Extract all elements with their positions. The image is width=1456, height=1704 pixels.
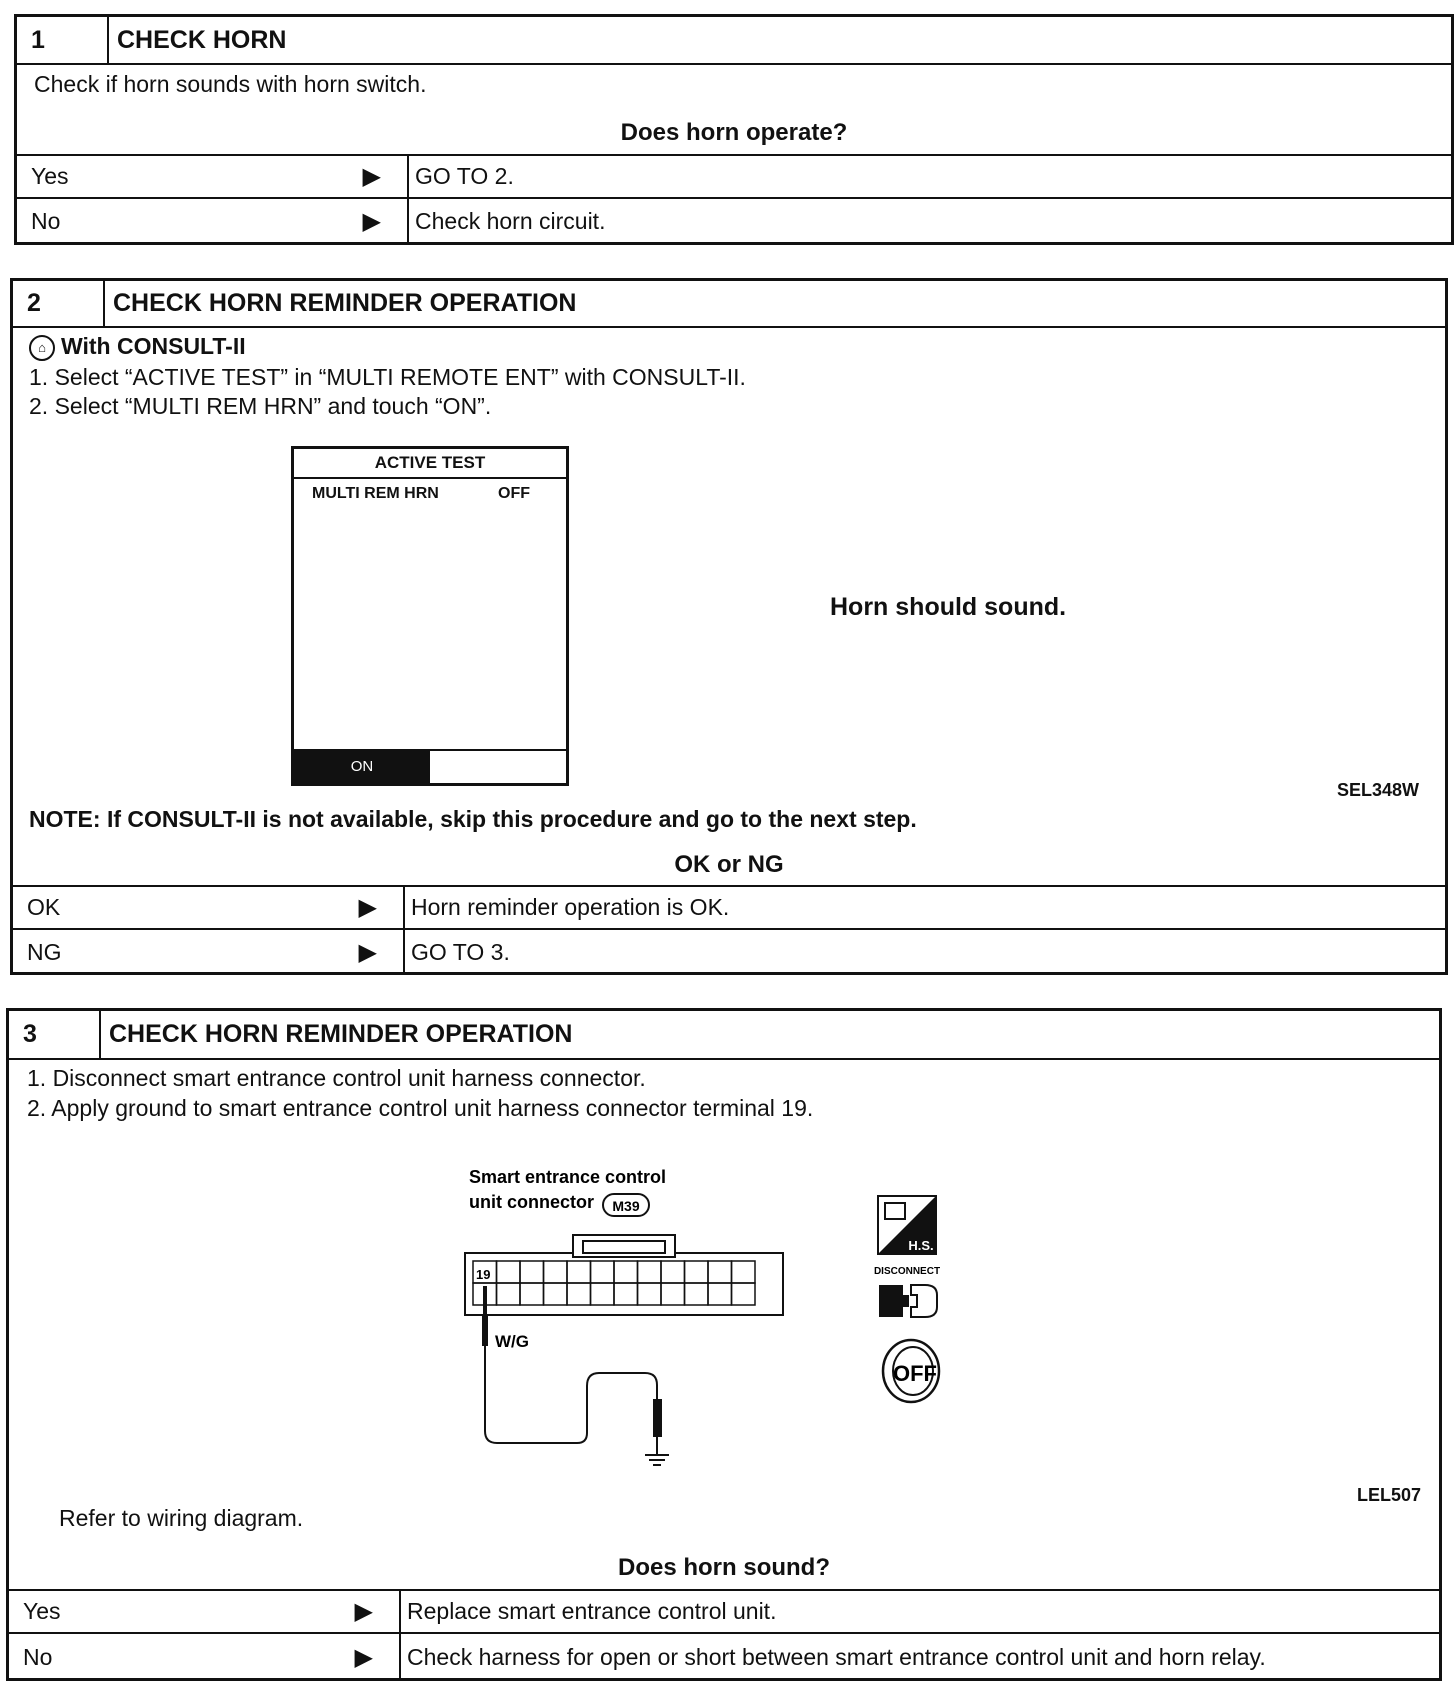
- procedure-step-1: 1. Disconnect smart entrance control unit harness connector.: [27, 1065, 646, 1091]
- connector-id: M39: [612, 1198, 640, 1214]
- answer-result: Horn reminder operation is OK.: [411, 894, 730, 920]
- arrow-icon: ▶: [354, 1598, 373, 1625]
- disconnect-icon: [867, 1263, 947, 1325]
- step-number: 3: [9, 1011, 101, 1058]
- screen-value: OFF: [498, 485, 530, 502]
- screen-item: MULTI REM HRN: [312, 485, 439, 502]
- with-consult: ⌂ With CONSULT-II: [29, 333, 246, 361]
- arrow-icon: ▶: [354, 1643, 373, 1671]
- terminal-number: 19: [476, 1267, 491, 1282]
- step-instruction: Check if horn sounds with horn switch.: [34, 71, 427, 97]
- answer-result: Check harness for open or short between smart entrance control unit and horn relay.: [407, 1643, 1266, 1670]
- step-question: OK or NG: [674, 851, 784, 878]
- icon-off-label: OFF: [893, 1361, 937, 1386]
- step-2-header: [13, 281, 1445, 328]
- answer-result: Check horn circuit.: [415, 208, 606, 234]
- answer-result: Replace smart entrance control unit.: [407, 1598, 777, 1624]
- note: NOTE: If CONSULT-II is not available, skip this procedure and go to the next step.: [29, 806, 917, 832]
- connector-label-line-1: Smart entrance control: [469, 1167, 667, 1187]
- step-question: Does horn operate?: [620, 119, 848, 146]
- procedure-step-2: 2. Select “MULTI REM HRN” and touch “ON”.: [29, 393, 492, 419]
- ignition-off-icon: [879, 1337, 943, 1405]
- screen-on-button[interactable]: ON: [294, 751, 430, 783]
- step-title: CHECK HORN REMINDER OPERATION: [109, 1020, 573, 1048]
- harness-side-icon: [877, 1195, 937, 1255]
- step-3-box: [6, 1008, 1442, 1681]
- figure-code: LEL507: [1357, 1485, 1422, 1505]
- consult-icon: ⌂: [29, 335, 55, 361]
- answer-label: OK: [27, 894, 61, 920]
- procedure-step-2: 2. Apply ground to smart entrance control unit harness connector terminal 19.: [27, 1095, 814, 1121]
- answer-label: No: [23, 1643, 53, 1670]
- connector-label-line-2: unit connector: [469, 1192, 594, 1212]
- screen-title: ACTIVE TEST: [294, 449, 566, 479]
- answer-row-yes: [9, 1589, 1439, 1632]
- answer-label: Yes: [31, 163, 69, 189]
- step-3-header: [9, 1011, 1439, 1060]
- answer-result: GO TO 2.: [415, 163, 514, 189]
- refer-text[interactable]: Refer to wiring diagram.: [59, 1505, 304, 1531]
- answer-row-ok: [13, 885, 1445, 928]
- icon-hs-label: H.S.: [908, 1238, 934, 1253]
- consult-screen: [291, 446, 569, 786]
- figure-code: SEL348W: [1337, 780, 1420, 800]
- arrow-icon: ▶: [358, 894, 377, 921]
- answer-label: No: [31, 208, 61, 234]
- step-title: CHECK HORN REMINDER OPERATION: [113, 289, 577, 317]
- step-number: 2: [13, 281, 105, 326]
- step-2-box: [10, 278, 1448, 975]
- arrow-icon: ▶: [362, 208, 381, 235]
- answer-row-ng: [13, 928, 1445, 974]
- step-1-box: [14, 14, 1454, 245]
- step-question: Does horn sound?: [618, 1554, 830, 1581]
- expected-result: Horn should sound.: [830, 593, 1067, 621]
- arrow-icon: ▶: [362, 163, 381, 190]
- answer-label: Yes: [23, 1598, 61, 1624]
- answer-label: NG: [27, 938, 62, 965]
- step-title: CHECK HORN: [117, 25, 287, 54]
- answer-row-no: [9, 1632, 1439, 1680]
- icon-disconnect-label: DISCONNECT: [873, 1266, 941, 1277]
- procedure-step-1: 1. Select “ACTIVE TEST” in “MULTI REMOTE ENT” with CONSULT-II.: [29, 364, 746, 390]
- answer-row-yes: [17, 154, 1451, 197]
- answer-row-no: [17, 197, 1451, 244]
- step-number: 1: [17, 17, 109, 63]
- wire-color: W/G: [495, 1332, 529, 1351]
- answer-result: GO TO 3.: [411, 938, 510, 965]
- arrow-icon: ▶: [358, 938, 377, 966]
- connector-diagram: [449, 1161, 809, 1481]
- step-1-header: [17, 17, 1451, 65]
